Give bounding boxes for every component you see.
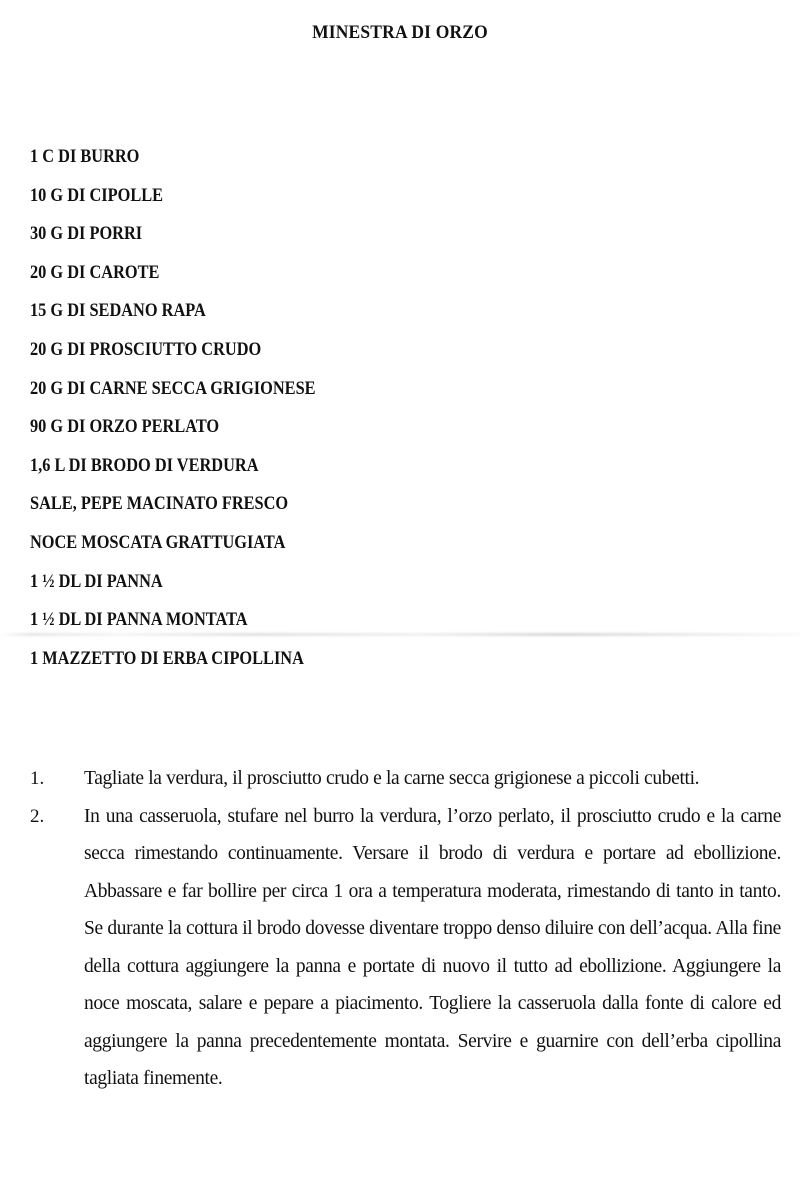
- ingredient-item: SALE, PEPE MACINATO FRESCO: [30, 493, 289, 515]
- ingredient-item: 20 G DI PROSCIUTTO CRUDO: [30, 338, 262, 360]
- ingredient-item: 20 G DI CAROTE: [30, 261, 160, 283]
- recipe-title: MINESTRA DI ORZO: [312, 22, 488, 43]
- ingredient-item: 1 MAZZETTO DI ERBA CIPOLLINA: [30, 647, 304, 669]
- ingredient-item: 10 G DI CIPOLLE: [30, 184, 164, 206]
- step-text: In una casseruola, stufare nel burro la verdura, l’orzo perlato, il prosciutto crudo e la carne secca rimestando continuamente. Versare il brodo di verdura e portare ad ebollizione. Abbassare e far bollire per circa 1 ora a temperatura moderata, rimestando di tanto in tanto. Se durante la cottura il brodo dovesse diventare troppo denso diluire con dell’acqua. Alla fine della cottura aggiungere la panna e portate di nuovo il tutto ad ebollizione. Aggiungere la noce moscata, salare e pepare a piacimento. Togliere la casseruola dalla fonte di calore ed aggiungere la panna precedentemente montata. Servire e guarnire con dell’erba cipollina tagliata finemente.: [84, 805, 781, 1089]
- ingredient-item: NOCE MOSCATA GRATTUGIATA: [30, 531, 286, 553]
- ingredient-item: 15 G DI SEDANO RAPA: [30, 300, 206, 322]
- ingredient-item: 1 ½ DL DI PANNA: [30, 570, 163, 592]
- step-text: Tagliate la verdura, il prosciutto crudo e la carne secca grigionese a piccoli cubetti.: [84, 768, 700, 789]
- instruction-step: [0, 760, 800, 798]
- scan-fold-line: [0, 633, 800, 636]
- ingredient-item: 1 ½ DL DI PANNA MONTATA: [30, 609, 248, 631]
- ingredient-item: 1,6 L DI BRODO DI VERDURA: [30, 454, 259, 476]
- ingredient-item: 20 G DI CARNE SECCA GRIGIONESE: [30, 377, 316, 399]
- step-number: 2.: [30, 805, 45, 827]
- ingredient-list: [30, 143, 362, 683]
- instruction-list: [0, 760, 800, 1098]
- ingredient-item: 1 C DI BURRO: [30, 146, 140, 167]
- step-number: 1.: [30, 768, 45, 789]
- ingredient-item: 30 G DI PORRI: [30, 223, 143, 245]
- ingredient-item: 90 G DI ORZO PERLATO: [30, 416, 220, 438]
- instruction-step: [0, 798, 800, 1098]
